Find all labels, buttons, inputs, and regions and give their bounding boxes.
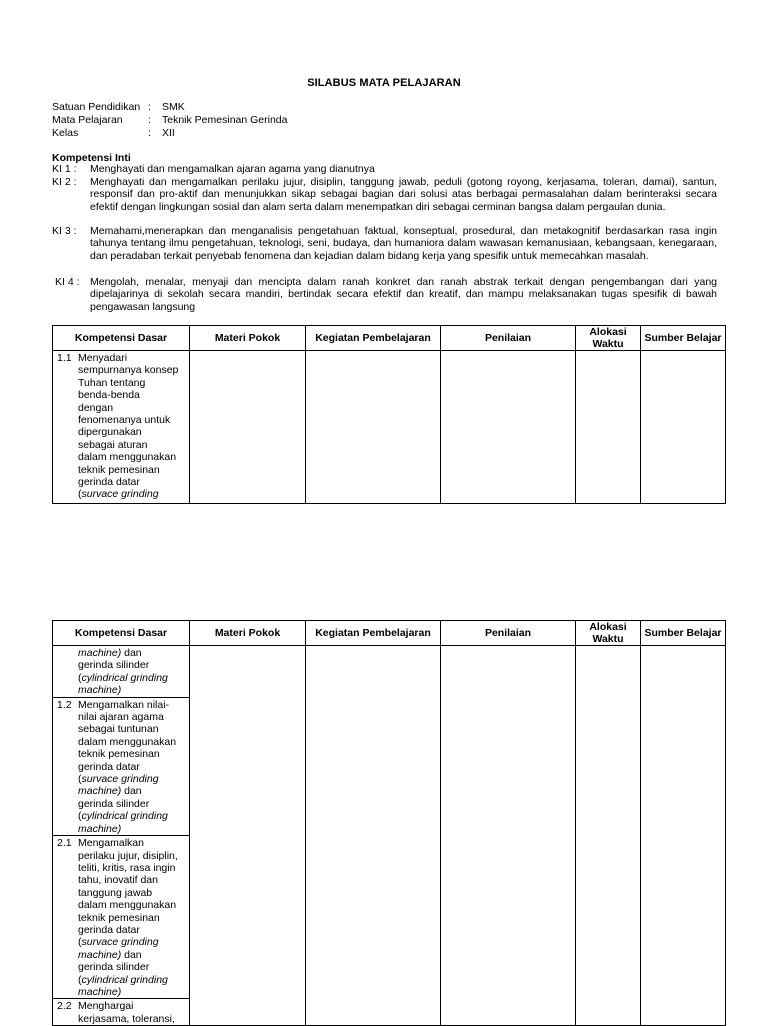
kd-line: dalam menggunakan <box>78 735 177 748</box>
italic-term: machine) <box>78 785 122 798</box>
ki-code: KI 2 : <box>52 176 77 188</box>
header-materi-pokok: Materi Pokok <box>190 326 306 351</box>
plain-text: dan <box>121 948 142 961</box>
kd-line: dipergunakan <box>78 426 142 439</box>
kd-line: teknik pemesinan <box>78 463 160 476</box>
kd-line <box>78 684 186 696</box>
meta-row-mapel <box>52 114 287 127</box>
kd-2-1 <box>53 836 189 998</box>
kd-number: 1.2 <box>57 698 72 711</box>
penilaian-cell <box>441 646 576 1026</box>
ki-code: KI 1 : <box>52 163 77 175</box>
italic-term: survace grinding <box>81 488 159 501</box>
kd-line: Menyadari <box>78 352 128 364</box>
table-row <box>53 646 726 1026</box>
kd-line <box>78 986 186 998</box>
meta-value: SMK <box>162 101 185 113</box>
kd-line <box>78 773 186 785</box>
kd-line <box>78 488 186 500</box>
kd-line: tanggung jawab <box>78 886 153 899</box>
kd-line: sebagai tuntunan <box>78 723 159 736</box>
kd-line: Tuhan tentang <box>78 376 146 389</box>
ki-item-2 <box>52 176 717 213</box>
italic-term: survace grinding <box>81 936 159 949</box>
header-sumber-belajar: Sumber Belajar <box>641 621 726 646</box>
header-kompetensi-dasar: Kompetensi Dasar <box>53 621 190 646</box>
kd-line: fenomenanya untuk <box>78 414 171 427</box>
page-title: SILABUS MATA PELAJARAN <box>307 77 461 89</box>
kd-cell <box>53 351 190 504</box>
kd-text <box>78 699 186 835</box>
kd-line: gerinda datar <box>78 923 140 936</box>
identity-block <box>52 101 287 140</box>
ki-item-1 <box>52 163 717 175</box>
paren: ( <box>78 488 82 501</box>
italic-term: machine) <box>78 684 122 697</box>
kd-line: nilai ajaran agama <box>78 711 164 724</box>
header-penilaian: Penilaian <box>441 326 576 351</box>
kd-line: teknik pemesinan <box>78 748 160 761</box>
meta-label: Satuan Pendidikan <box>52 101 141 113</box>
kd-line: Mengamalkan nilai- <box>78 698 170 711</box>
kd-line <box>78 949 186 961</box>
italic-term: cylindrical grinding <box>81 810 168 823</box>
plain-text: dan <box>121 647 142 659</box>
kd-line <box>78 936 186 948</box>
kd-number: 2.1 <box>57 837 72 850</box>
meta-colon: : <box>148 127 151 139</box>
meta-row-satuan <box>52 101 287 114</box>
kd-line <box>78 785 186 797</box>
table-header-row <box>53 326 726 351</box>
paren: ( <box>78 773 82 786</box>
materi-cell <box>190 646 306 1026</box>
table-header-row <box>53 621 726 646</box>
italic-term: machine) <box>78 647 122 659</box>
paren: ( <box>78 810 82 823</box>
italic-term: survace grinding <box>81 773 159 786</box>
italic-term: machine) <box>78 985 122 998</box>
italic-term: machine) <box>78 822 122 835</box>
header-penilaian: Penilaian <box>441 621 576 646</box>
ki-text: Menghayati dan mengamalkan perilaku jujur, disiplin, tanggung jawab, peduli (gotong royong, kerjasama, toleran, damai), santun, responsif dan pro-aktif dan menunjukkan sikap sebagai bagian dari solusi atas berbagai permasalahan dalam berinteraksi secara efektif dengan lingkungan sosial dan alam serta dalam menempatkan diri sebagai cerminan bangsa dalam pergaulan dunia. <box>90 176 717 213</box>
kd-line: dalam menggunakan <box>78 451 177 464</box>
kegiatan-cell <box>306 646 441 1026</box>
ki-text: Memahami,menerapkan dan menganalisis pengetahuan faktual, konseptual, prosedural, dan metakognitif berdasarkan rasa ingin tahunya tentang ilmu pengetahuan, teknologi, seni, budaya, dan humaniora dalam wawasan kemanusiaan, kebangsaan, kenegaraan, dan peradaban terkait penyebab fenomena dan kejadian dalam bidang kerja yang spesifik untuk memecahkan masalah. <box>90 225 717 262</box>
kd-number: 1.1 <box>57 352 72 364</box>
kd-line: kerjasama, toleransi, <box>78 1012 175 1025</box>
ki-item-3 <box>52 225 717 262</box>
meta-value: Teknik Pemesinan Gerinda <box>162 114 288 126</box>
ki-code: KI 3 : <box>52 225 77 237</box>
kd-line: perilaku jujur, disiplin, <box>78 849 178 862</box>
header-alokasi-waktu: Alokasi Waktu <box>576 326 641 351</box>
syllabus-table-2 <box>52 620 726 1026</box>
kegiatan-cell <box>306 351 441 504</box>
meta-colon: : <box>148 114 151 126</box>
kd-text <box>78 1000 186 1025</box>
header-kegiatan-pembelajaran: Kegiatan Pembelajaran <box>306 326 441 351</box>
kd-line: sempurnanya konsep <box>78 364 179 377</box>
kd-line <box>78 974 186 986</box>
ki-code: KI 4 : <box>55 276 80 288</box>
ki-item-4 <box>52 276 717 313</box>
kd-text <box>78 352 186 501</box>
kd-line: gerinda datar <box>78 760 140 773</box>
kd-line: teliti, kritis, rasa ingin <box>78 861 176 874</box>
sumber-cell <box>641 351 726 504</box>
kd-line: Menghargai <box>78 1000 134 1013</box>
meta-label: Mata Pelajaran <box>52 114 123 126</box>
kd-line <box>78 810 186 822</box>
kd-line: gerinda silinder <box>78 797 150 810</box>
ki-heading: Kompetensi Inti <box>52 152 131 164</box>
header-sumber-belajar: Sumber Belajar <box>641 326 726 351</box>
table-row <box>53 351 726 504</box>
ki-text: Menghayati dan mengamalkan ajaran agama yang dianutnya <box>90 163 375 175</box>
kd-line <box>78 672 186 684</box>
penilaian-cell <box>441 351 576 504</box>
meta-row-kelas <box>52 127 287 140</box>
paren: ( <box>78 973 82 986</box>
kd-line: gerinda silinder <box>78 659 150 672</box>
ki-text: Mengolah, menalar, menyaji dan mencipta dalam ranah konkret dan ranah abstrak terkait dengan pengembangan dari yang dipelajarinya di sekolah secara mandiri, bertindak secara efektif dan kreatif, dan mampu melaksanakan tugas spesifik di bawah pengawasan langsung <box>90 276 717 313</box>
kd-continuation <box>53 646 189 697</box>
syllabus-table-1 <box>52 325 726 504</box>
header-alokasi-waktu: Alokasi Waktu <box>576 621 641 646</box>
kd-line <box>78 647 186 659</box>
meta-value: XII <box>162 127 175 139</box>
kd-line: benda-benda <box>78 389 140 402</box>
sumber-cell <box>641 646 726 1026</box>
header-kegiatan-pembelajaran: Kegiatan Pembelajaran <box>306 621 441 646</box>
kd-line: gerinda datar <box>78 476 140 489</box>
kd-text <box>78 647 186 697</box>
header-materi-pokok: Materi Pokok <box>190 621 306 646</box>
alokasi-cell <box>576 646 641 1026</box>
meta-label: Kelas <box>52 127 79 139</box>
kd-line: gerinda silinder <box>78 961 150 974</box>
paren: ( <box>78 936 82 949</box>
kd-1-2 <box>53 698 189 835</box>
paren: ( <box>78 671 82 684</box>
kd-line: dalam menggunakan <box>78 899 177 912</box>
alokasi-cell <box>576 351 641 504</box>
kd-line: Mengamalkan <box>78 837 144 850</box>
kd-line: tahu, inovatif dan <box>78 874 158 887</box>
kd-2-2 <box>53 999 189 1025</box>
plain-text: dan <box>121 785 142 798</box>
materi-cell <box>190 351 306 504</box>
kd-line: dengan <box>78 401 114 414</box>
header-kompetensi-dasar: Kompetensi Dasar <box>53 326 190 351</box>
kd-cell <box>53 646 190 1026</box>
italic-term: cylindrical grinding <box>81 671 168 684</box>
kd-number: 2.2 <box>57 1000 72 1013</box>
kd-line <box>78 823 186 835</box>
kd-text <box>78 837 186 998</box>
kd-line: sebagai aturan <box>78 438 148 451</box>
kd-1-1 <box>53 351 189 501</box>
kd-line: teknik pemesinan <box>78 911 160 924</box>
italic-term: machine) <box>78 948 122 961</box>
meta-colon: : <box>148 101 151 113</box>
italic-term: cylindrical grinding <box>81 973 168 986</box>
